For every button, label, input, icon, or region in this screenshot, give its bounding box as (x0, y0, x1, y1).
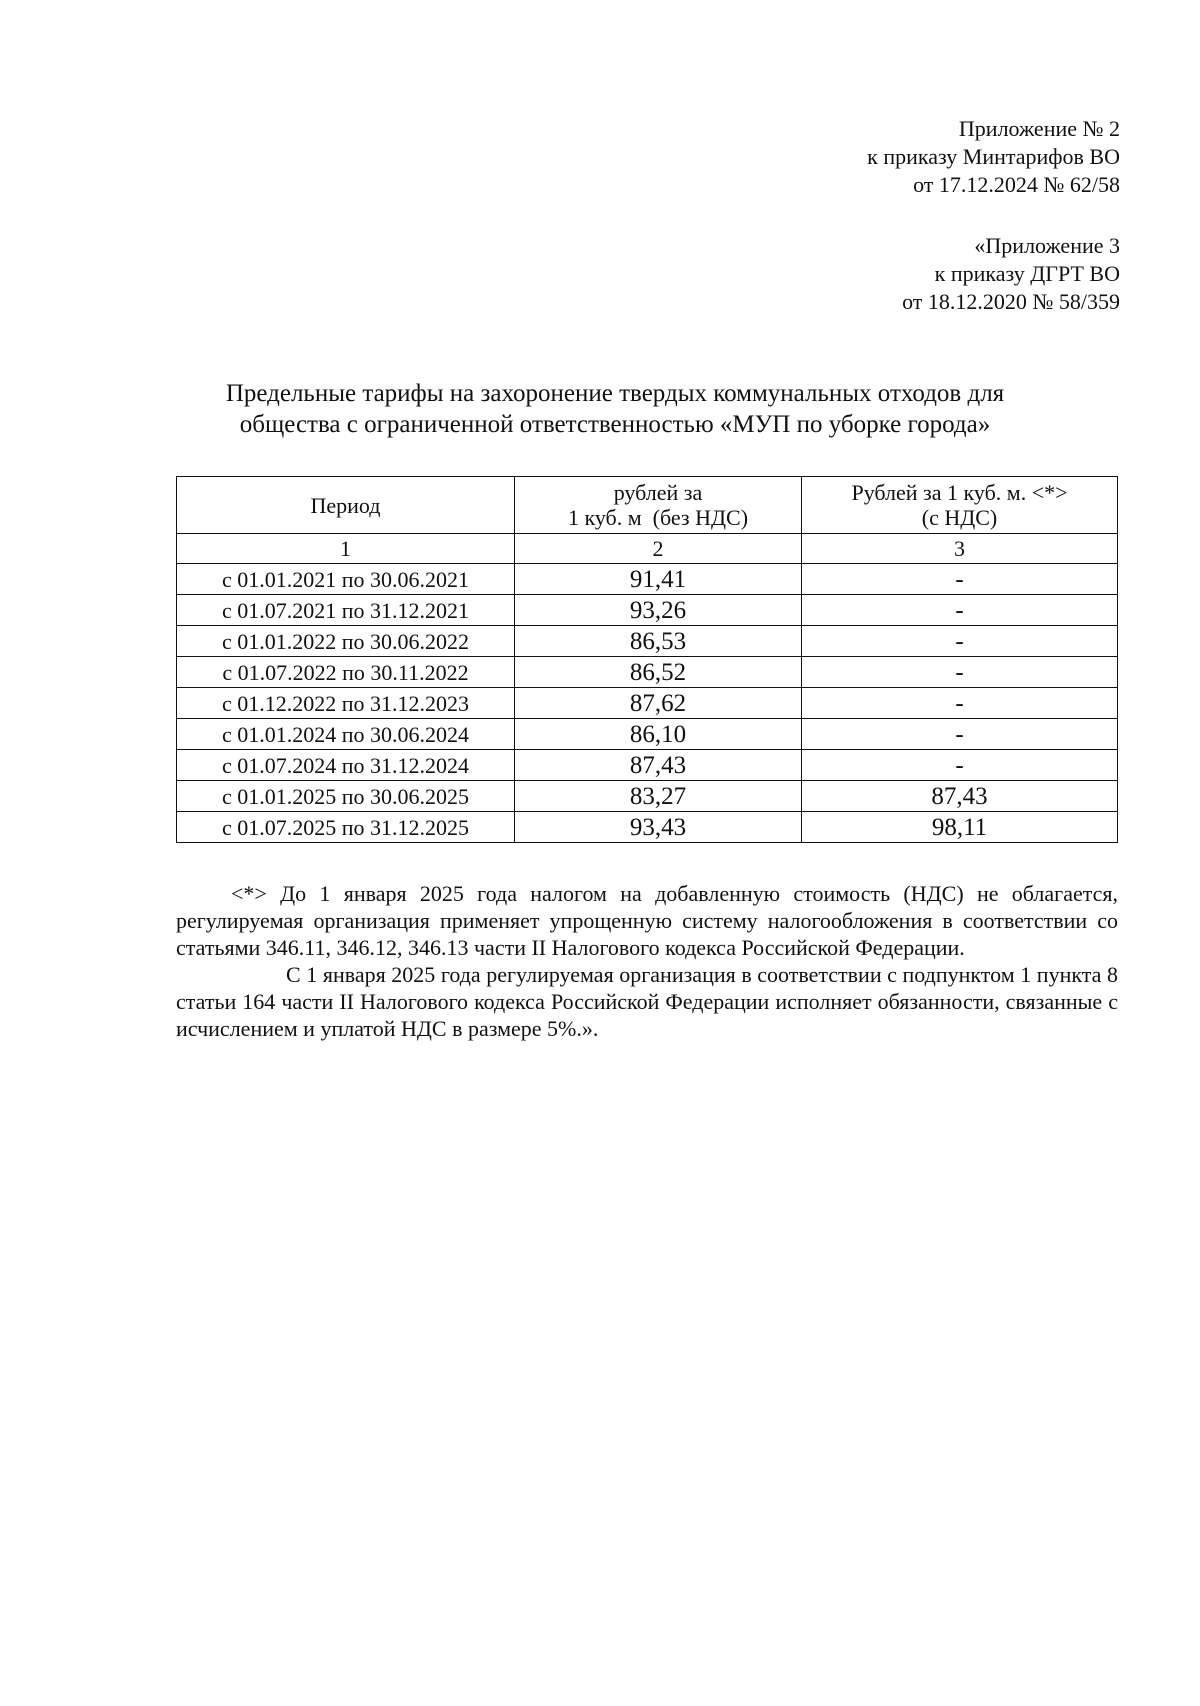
column-number: 1 (177, 534, 515, 564)
no-vat-cell: 93,43 (515, 812, 802, 843)
tariffs-table-body (177, 564, 1118, 843)
tariffs-table (176, 476, 1118, 843)
header-no-vat-line1: рублей за (613, 480, 703, 505)
period-cell: с 01.01.2024 по 30.06.2024 (177, 719, 515, 750)
vat-note-paragraph: С 1 января 2025 года регулируемая организация в соответствии с подпунктом 1 пункта 8 статьи 164 части II Налогового кодекса Российской Федерации исполняет обязанности, связанные с исчислением и уплатой НДС в размере 5%.». (176, 962, 1118, 1041)
header-with-vat-line1: Рублей за 1 куб. м. <*> (851, 480, 1068, 505)
no-vat-cell: 87,62 (515, 688, 802, 719)
notes-section (176, 880, 1118, 1042)
column-number: 2 (515, 534, 802, 564)
no-vat-cell: 86,10 (515, 719, 802, 750)
header-no-vat (515, 477, 802, 534)
no-vat-cell: 91,41 (515, 564, 802, 595)
table-row (177, 688, 1118, 719)
no-vat-cell: 87,43 (515, 750, 802, 781)
no-vat-cell: 86,52 (515, 657, 802, 688)
period-cell: с 01.07.2024 по 31.12.2024 (177, 750, 515, 781)
appendix-original-line2: к приказу ДГРТ ВО (934, 261, 1120, 286)
title-line2: общества с ограниченной ответственностью «МУП по уборке города» (239, 411, 991, 438)
appendix-original-line3: от 18.12.2020 № 58/359 (902, 289, 1120, 314)
appendix-current-line3: от 17.12.2024 № 62/58 (913, 172, 1120, 197)
header-with-vat-line2: (с НДС) (921, 505, 998, 530)
appendix-original-line1: «Приложение 3 (974, 233, 1120, 258)
column-number-row (177, 534, 1118, 564)
with-vat-cell: - (802, 719, 1118, 750)
with-vat-cell: - (802, 657, 1118, 688)
header-period-label: Период (310, 492, 381, 518)
with-vat-cell: - (802, 688, 1118, 719)
with-vat-cell: 98,11 (802, 812, 1118, 843)
no-vat-cell: 93,26 (515, 595, 802, 626)
period-cell: с 01.07.2022 по 30.11.2022 (177, 657, 515, 688)
table-row (177, 812, 1118, 843)
period-cell: с 01.01.2025 по 30.06.2025 (177, 781, 515, 812)
table-row (177, 719, 1118, 750)
document-title (140, 378, 1090, 440)
no-vat-cell: 83,27 (515, 781, 802, 812)
appendix-current-reference (867, 115, 1120, 199)
appendix-current-line1: Приложение № 2 (958, 116, 1120, 141)
header-with-vat (802, 477, 1118, 534)
table-row (177, 564, 1118, 595)
no-vat-cell: 86,53 (515, 626, 802, 657)
table-row (177, 626, 1118, 657)
period-cell: с 01.01.2022 по 30.06.2022 (177, 626, 515, 657)
with-vat-cell: 87,43 (802, 781, 1118, 812)
column-number: 3 (802, 534, 1118, 564)
header-period (177, 477, 515, 534)
period-cell: с 01.12.2022 по 31.12.2023 (177, 688, 515, 719)
table-row (177, 595, 1118, 626)
title-line1: Предельные тарифы на захоронение твердых коммунальных отходов для (225, 380, 1005, 407)
period-cell: с 01.07.2021 по 31.12.2021 (177, 595, 515, 626)
footnote-paragraph: <*> До 1 января 2025 года налогом на добавленную стоимость (НДС) не облагается, регулируемая организация применяет упрощенную систему налогообложения в соответствии со статьями 346.11, 346.12, 346.13 части II Налогового кодекса Российской Федерации. (176, 881, 1118, 960)
appendix-original-reference (902, 232, 1120, 316)
appendix-current-line2: к приказу Минтарифов ВО (867, 144, 1120, 169)
header-no-vat-line2: 1 куб. м (без НДС) (567, 505, 749, 530)
period-cell: с 01.01.2021 по 30.06.2021 (177, 564, 515, 595)
table-row (177, 781, 1118, 812)
with-vat-cell: - (802, 564, 1118, 595)
table-header-row (177, 477, 1118, 534)
table-row (177, 657, 1118, 688)
with-vat-cell: - (802, 595, 1118, 626)
with-vat-cell: - (802, 626, 1118, 657)
table-row (177, 750, 1118, 781)
with-vat-cell: - (802, 750, 1118, 781)
period-cell: с 01.07.2025 по 31.12.2025 (177, 812, 515, 843)
